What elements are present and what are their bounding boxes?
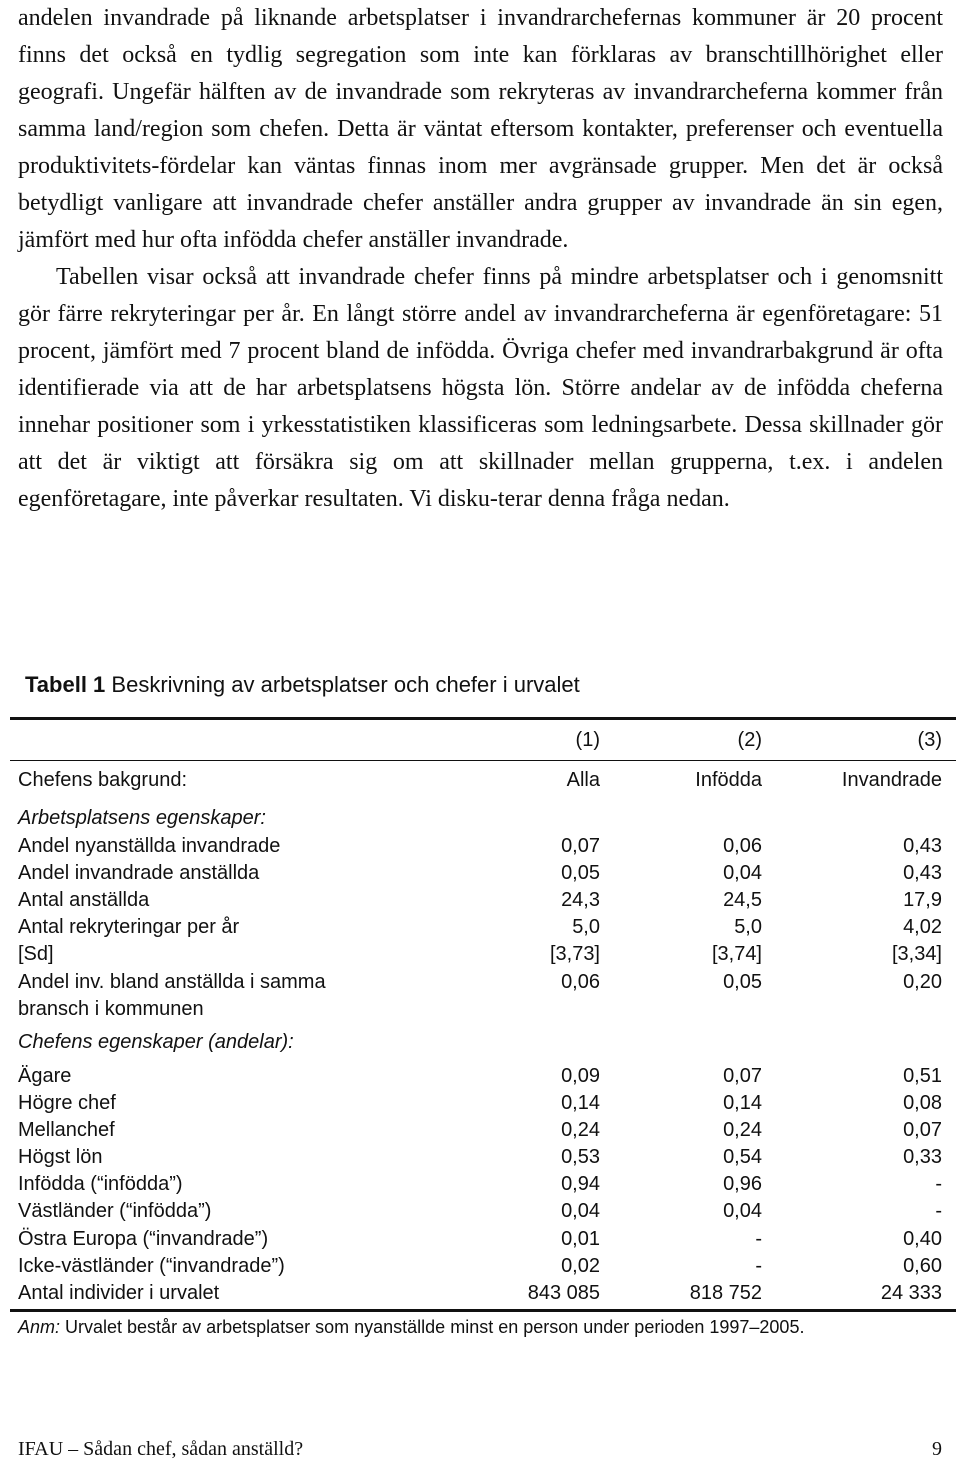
cell-immigrant: 0,07 — [903, 1119, 942, 1141]
cell-native: 0,96 — [723, 1173, 762, 1195]
table-row — [18, 996, 942, 1023]
table-row — [18, 1063, 942, 1090]
cell-all: 0,09 — [561, 1065, 600, 1087]
table-row — [18, 1198, 942, 1225]
page-number: 9 — [932, 1438, 942, 1460]
cell-native: 0,06 — [723, 835, 762, 857]
table-row — [18, 1144, 942, 1171]
row-label: Andel nyanställda invandrade — [18, 835, 281, 857]
cell-immigrant: 0,33 — [903, 1146, 942, 1168]
cell-all: 0,24 — [561, 1119, 600, 1141]
row-label: Mellanchef — [18, 1119, 115, 1141]
row-label: Antal rekryteringar per år — [18, 916, 240, 938]
cell-all: 0,06 — [561, 971, 600, 993]
table-column-numbers — [18, 727, 942, 754]
cell-native: 0,07 — [723, 1065, 762, 1087]
cell-native: [3,74] — [711, 943, 762, 965]
cell-native: 5,0 — [734, 916, 762, 938]
cell-native: 0,24 — [723, 1119, 762, 1141]
column-head-native: Infödda — [695, 769, 762, 791]
cell-all: 0,94 — [561, 1173, 600, 1195]
table-row — [18, 1117, 942, 1144]
cell-all: 0,04 — [561, 1200, 600, 1222]
cell-all: 0,02 — [561, 1255, 600, 1277]
note-key: Anm: — [18, 1317, 61, 1337]
table-row — [18, 860, 942, 887]
cell-all: 0,07 — [561, 835, 600, 857]
cell-immigrant: 4,02 — [903, 916, 942, 938]
page-footer — [18, 1438, 942, 1461]
cell-native: 0,04 — [723, 1200, 762, 1222]
table-row — [18, 969, 942, 996]
row-label: Infödda (“infödda”) — [18, 1173, 183, 1195]
cell-all: 0,01 — [561, 1228, 600, 1250]
table-row — [18, 1253, 942, 1280]
cell-immigrant: 0,43 — [903, 862, 942, 884]
table-row — [18, 941, 942, 968]
cell-immigrant: 24 333 — [880, 1282, 942, 1304]
cell-native: 0,05 — [723, 971, 762, 993]
row-label: Östra Europa (“invandrade”) — [18, 1228, 269, 1250]
cell-immigrant: 0,60 — [903, 1255, 942, 1277]
cell-native: 818 752 — [689, 1282, 762, 1304]
cell-immigrant: 0,40 — [903, 1228, 942, 1250]
cell-native: 0,54 — [723, 1146, 762, 1168]
background-label: Chefens bakgrund: — [18, 769, 188, 791]
cell-immigrant: 0,08 — [903, 1092, 942, 1114]
cell-all: 0,53 — [561, 1146, 600, 1168]
row-label: Antal anställda — [18, 889, 150, 911]
row-label: Icke-västländer (“invandrade”) — [18, 1255, 285, 1277]
table-title — [25, 672, 580, 698]
cell-immigrant: 0,20 — [903, 971, 942, 993]
row-label: Högre chef — [18, 1092, 116, 1114]
cell-all: 0,14 — [561, 1092, 600, 1114]
cell-native: 0,04 — [723, 862, 762, 884]
note-text: Urvalet består av arbetsplatser som nyanställde minst en person under perioden 1997–2005. — [60, 1317, 805, 1337]
column-number-1: (1) — [575, 729, 600, 751]
table-bottom-rule — [10, 1309, 956, 1312]
cell-immigrant: 0,43 — [903, 835, 942, 857]
paragraph-1: andelen invandrade på liknande arbetsplatser i invandrarchefernas kommuner är 20 procent finns det också en tydlig segregation som inte kan förklaras av branschtillhörighet eller geografi. Ungefär hälften av de invandrade som rekryteras av invandrarcheferna kommer från samma land/region som chefen. Detta är väntat eftersom kontakter, preferenser och eventuella produktivitets-fördelar kan väntas finnas inom mer avgränsade grupper. Men det är också betydligt vanligare att invandrade chefer anställer andra grupper av invandrade än sin egen, jämfört med hur ofta infödda chefer anställer invandrade. — [18, 5, 943, 253]
table-row — [18, 1090, 942, 1117]
table-row — [18, 887, 942, 914]
section-heading-manager — [18, 1029, 942, 1056]
cell-all: [3,73] — [549, 943, 600, 965]
table-header-row — [18, 767, 942, 794]
row-label: [Sd] — [18, 943, 54, 965]
table-row — [18, 1171, 942, 1198]
cell-native: - — [755, 1255, 762, 1277]
column-head-immigrant: Invandrade — [841, 769, 942, 791]
table-top-rule — [10, 717, 956, 720]
paragraph-2: Tabellen visar också att invandrade chefer finns på mindre arbetsplatser och i genomsnitt gör färre rekryteringar per år. En långt större andel av invandrarcheferna är egenföretagare: 51 procent, jämfört med 7 procent bland de infödda. Övriga chefer med invandrarbakgrund är ofta identifierade via att de har arbetsplatsens högsta lön. Större andelar av de infödda cheferna innehar positioner som i yrkesstatistiken klassificeras som ledningsarbete. Dessa skillnader gör att det är viktigt att försäkra sig om att skillnader mellan grupperna, t.ex. i andelen egenföretagare, inte påverkar resultaten. Vi disku-terar denna fråga nedan. — [18, 264, 943, 512]
cell-native: 24,5 — [723, 889, 762, 911]
cell-immigrant: 17,9 — [903, 889, 942, 911]
table-row — [18, 833, 942, 860]
column-number-2: (2) — [737, 729, 762, 751]
column-head-all: Alla — [566, 769, 600, 791]
section-label: Chefens egenskaper (andelar): — [18, 1031, 294, 1053]
column-number-3: (3) — [917, 729, 942, 751]
row-label: bransch i kommunen — [18, 998, 204, 1020]
cell-immigrant: - — [935, 1173, 942, 1195]
cell-all: 0,05 — [561, 862, 600, 884]
row-label: Västländer (“infödda”) — [18, 1200, 212, 1222]
cell-immigrant: [3,34] — [891, 943, 942, 965]
row-label: Ägare — [18, 1065, 72, 1087]
table-row — [18, 914, 942, 941]
body-text — [18, 0, 943, 518]
table-header-rule — [10, 760, 956, 761]
cell-all: 24,3 — [561, 889, 600, 911]
cell-native: - — [755, 1228, 762, 1250]
table-title-text: Beskrivning av arbetsplatser och chefer i urvalet — [105, 672, 580, 697]
row-label: Antal individer i urvalet — [18, 1282, 220, 1304]
cell-immigrant: 0,51 — [903, 1065, 942, 1087]
section-label: Arbetsplatsens egenskaper: — [18, 807, 266, 829]
row-label: Andel invandrade anställda — [18, 862, 260, 884]
cell-all: 843 085 — [527, 1282, 600, 1304]
table-title-label: Tabell 1 — [25, 672, 106, 697]
footer-title: IFAU – Sådan chef, sådan anställd? — [18, 1438, 304, 1460]
cell-native: 0,14 — [723, 1092, 762, 1114]
row-label: Högst lön — [18, 1146, 103, 1168]
table-row — [18, 1280, 942, 1307]
table-note — [18, 1317, 804, 1338]
cell-immigrant: - — [935, 1200, 942, 1222]
cell-all: 5,0 — [572, 916, 600, 938]
table-row — [18, 1226, 942, 1253]
row-label: Andel inv. bland anställda i samma — [18, 971, 326, 993]
section-heading-workplace — [18, 805, 942, 832]
